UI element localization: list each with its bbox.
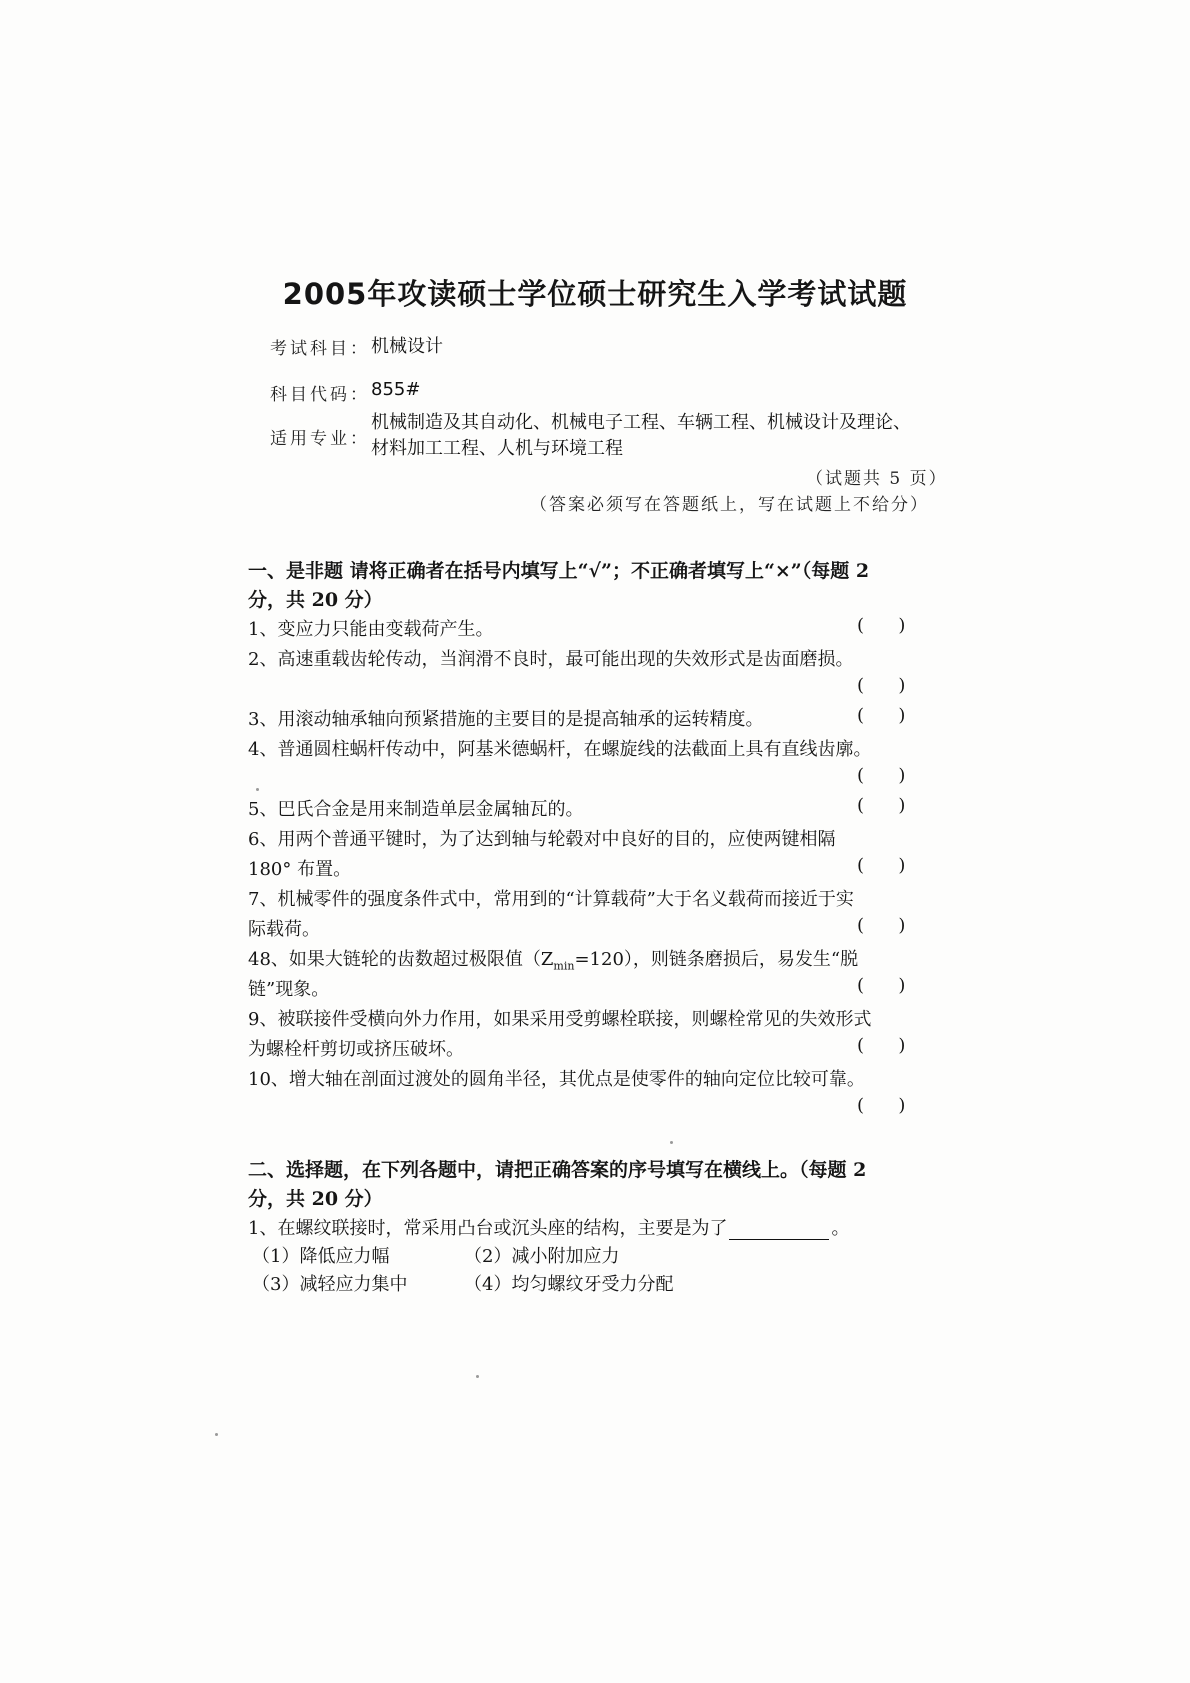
tf-question-1: 1、变应力只能由变载荷产生。: [248, 619, 494, 640]
mc-question-1-text: 1、在螺纹联接时，常采用凸台或沉头座的结构，主要是为了: [248, 1218, 728, 1239]
tf-answer-paren-10: ( ): [857, 1095, 906, 1116]
tf-question-7-line1: 7、机械零件的强度条件式中，常用到的“计算载荷”大于名义载荷而接近于实: [248, 889, 854, 910]
mc-option-4: （4）均匀螺纹牙受力分配: [464, 1274, 674, 1295]
tf-question-6-line1: 6、用两个普通平键时，为了达到轴与轮毂对中良好的目的，应使两键相隔: [248, 829, 836, 850]
tf-question-10: 10、增大轴在剖面过渡处的圆角半径，其优点是使零件的轴向定位比较可靠。: [248, 1069, 865, 1090]
answer-rule-note: （答案必须写在答题纸上，写在试题上不给分）: [530, 495, 929, 515]
mc-option-1: （1）降低应力幅: [252, 1246, 390, 1267]
tf-question-7-line2: 际载荷。: [248, 919, 320, 940]
mc-option-3: （3）减轻应力集中: [252, 1274, 408, 1295]
subject-value: 机械设计: [371, 336, 443, 357]
section1-heading-line1: 一、是非题 请将正确者在括号内填写上“√”；不正确者填写上“×”（每题 2: [248, 560, 870, 582]
mc-question-1-end: 。: [831, 1218, 850, 1239]
mc-answer-blank-1[interactable]: [729, 1221, 829, 1240]
tf-question-8-suffix: =120），则链条磨损后，易发生“脱: [574, 949, 859, 970]
tf-question-8-prefix: 48、如果大链轮的齿数超过极限值（Z: [248, 949, 554, 970]
tf-question-8-line2: 链”现象。: [248, 979, 330, 1000]
code-value: 855#: [371, 379, 421, 400]
tf-question-3: 3、用滚动轴承轴向预紧措施的主要目的是提高轴承的运转精度。: [248, 709, 764, 730]
exam-title: 2005年攻读硕士学位硕士研究生入学考试试题: [282, 277, 908, 311]
tf-question-8-line1: [248, 945, 858, 973]
mc-option-2: （2）减小附加应力: [464, 1246, 620, 1267]
code-label: 科目代码：: [270, 385, 370, 405]
major-line-2: 材料加工工程、人机与环境工程: [371, 438, 623, 459]
tf-question-5: 5、巴氏合金是用来制造单层金属轴瓦的。: [248, 799, 584, 820]
scan-speck: [256, 788, 259, 791]
tf-question-9-line1: 9、被联接件受横向外力作用，如果采用受剪螺栓联接，则螺栓常见的失效形式: [248, 1009, 872, 1030]
tf-question-4: 4、普通圆柱蜗杆传动中，阿基米德蜗杆，在螺旋线的法截面上具有直线齿廓。: [248, 739, 872, 760]
section2-heading-line1: 二、选择题，在下列各题中，请把正确答案的序号填写在横线上。（每题 2: [248, 1159, 867, 1181]
tf-question-6-line2: 180° 布置。: [248, 859, 352, 880]
page-count-note: （试题共 5 页）: [806, 469, 948, 489]
subject-label: 考试科目：: [270, 339, 370, 359]
tf-answer-paren-3: ( ): [857, 705, 906, 726]
tf-answer-paren-8: ( ): [857, 975, 906, 996]
tf-question-8-subscript: min: [553, 959, 575, 973]
scan-speck: [476, 1375, 479, 1378]
tf-answer-paren-4: ( ): [857, 765, 906, 786]
tf-answer-paren-9: ( ): [857, 1035, 906, 1056]
tf-answer-paren-6: ( ): [857, 855, 906, 876]
scan-speck: [670, 1141, 673, 1144]
tf-answer-paren-2: ( ): [857, 675, 906, 696]
tf-question-2: 2、高速重载齿轮传动，当润滑不良时，最可能出现的失效形式是齿面磨损。: [248, 649, 854, 670]
major-label: 适用专业：: [270, 429, 370, 449]
tf-answer-paren-1: ( ): [857, 615, 906, 636]
major-line-1: 机械制造及其自动化、机械电子工程、车辆工程、机械设计及理论、: [371, 412, 911, 433]
tf-answer-paren-7: ( ): [857, 915, 906, 936]
section1-heading-line2: 分，共 20 分）: [248, 589, 383, 611]
scan-speck: [215, 1433, 218, 1436]
mc-question-1: [248, 1214, 849, 1240]
tf-answer-paren-5: ( ): [857, 795, 906, 816]
section2-heading-line2: 分，共 20 分）: [248, 1188, 383, 1210]
tf-question-9-line2: 为螺栓杆剪切或挤压破坏。: [248, 1039, 464, 1060]
